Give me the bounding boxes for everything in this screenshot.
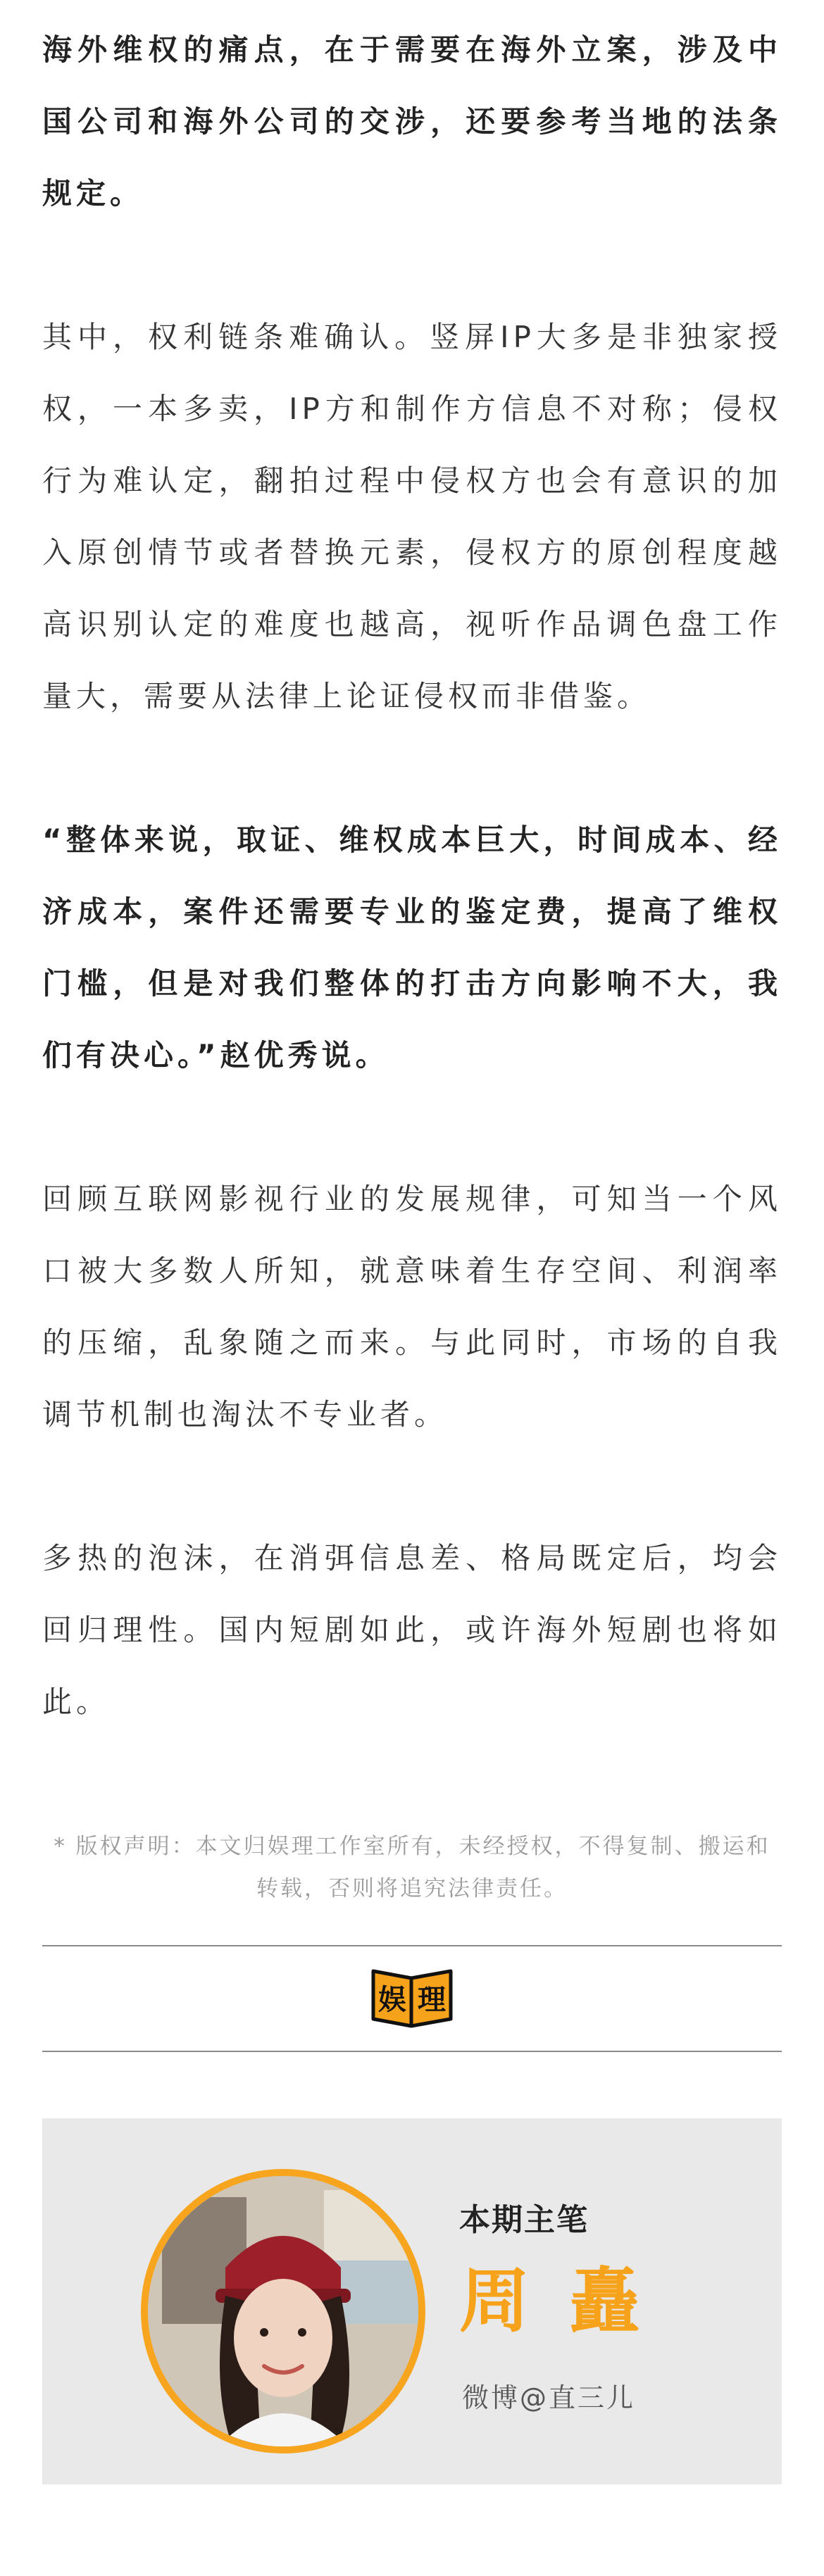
- paragraph-intro: 海外维权的痛点，在于需要在海外立案，涉及中国公司和海外公司的交涉，还要参考当地的法条规定。: [42, 32, 782, 211]
- copyright-notice: * 版权声明：本文归娱理工作室所有，未经授权，不得复制、搬运和转载，否则将追究法律责任。: [54, 1834, 770, 1901]
- article-body: [0, 14, 824, 2484]
- author-card: [42, 2118, 782, 2484]
- logo-char-1: 娱: [378, 1984, 406, 2016]
- paragraph-industry-review: 回顾互联网影视行业的发展规律，可知当一个风口被大多数人所知，就意味着生存空间、利润率的压缩，乱象随之而来。与此同时，市场的自我调节机制也淘汰不专业者。: [42, 1182, 782, 1432]
- logo-char-2: 理: [418, 1984, 446, 2016]
- paragraph-conclusion: 多热的泡沫，在消弭信息差、格局既定后，均会回归理性。国内短剧如此，或许海外短剧也将如此。: [42, 1541, 782, 1719]
- logo-divider: [42, 1945, 782, 2052]
- author-avatar: [141, 2169, 425, 2453]
- paragraph-quote: “整体来说，取证、维权成本巨大，时间成本、经济成本，案件还需要专业的鉴定费，提高了维权门槛，但是对我们整体的打击方向影响不大，我们有决心。”赵优秀说。: [42, 823, 782, 1073]
- author-weibo-link[interactable]: 微博@直三儿: [462, 2382, 636, 2413]
- author-name: 周矗: [459, 2260, 679, 2342]
- author-role: 本期主笔: [459, 2202, 589, 2238]
- studio-logo: [369, 1968, 455, 2029]
- paragraph-rights-chain: 其中，权利链条难确认。竖屏IP大多是非独家授权，一本多卖，IP方和制作方信息不对称；侵权行为难认定，翻拍过程中侵权方也会有意识的加入原创情节或者替换元素，侵权方的原创程度越高识别认定的难度也越高，视听作品调色盘工作量大，需要从法律上论证侵权而非借鉴。: [42, 320, 782, 713]
